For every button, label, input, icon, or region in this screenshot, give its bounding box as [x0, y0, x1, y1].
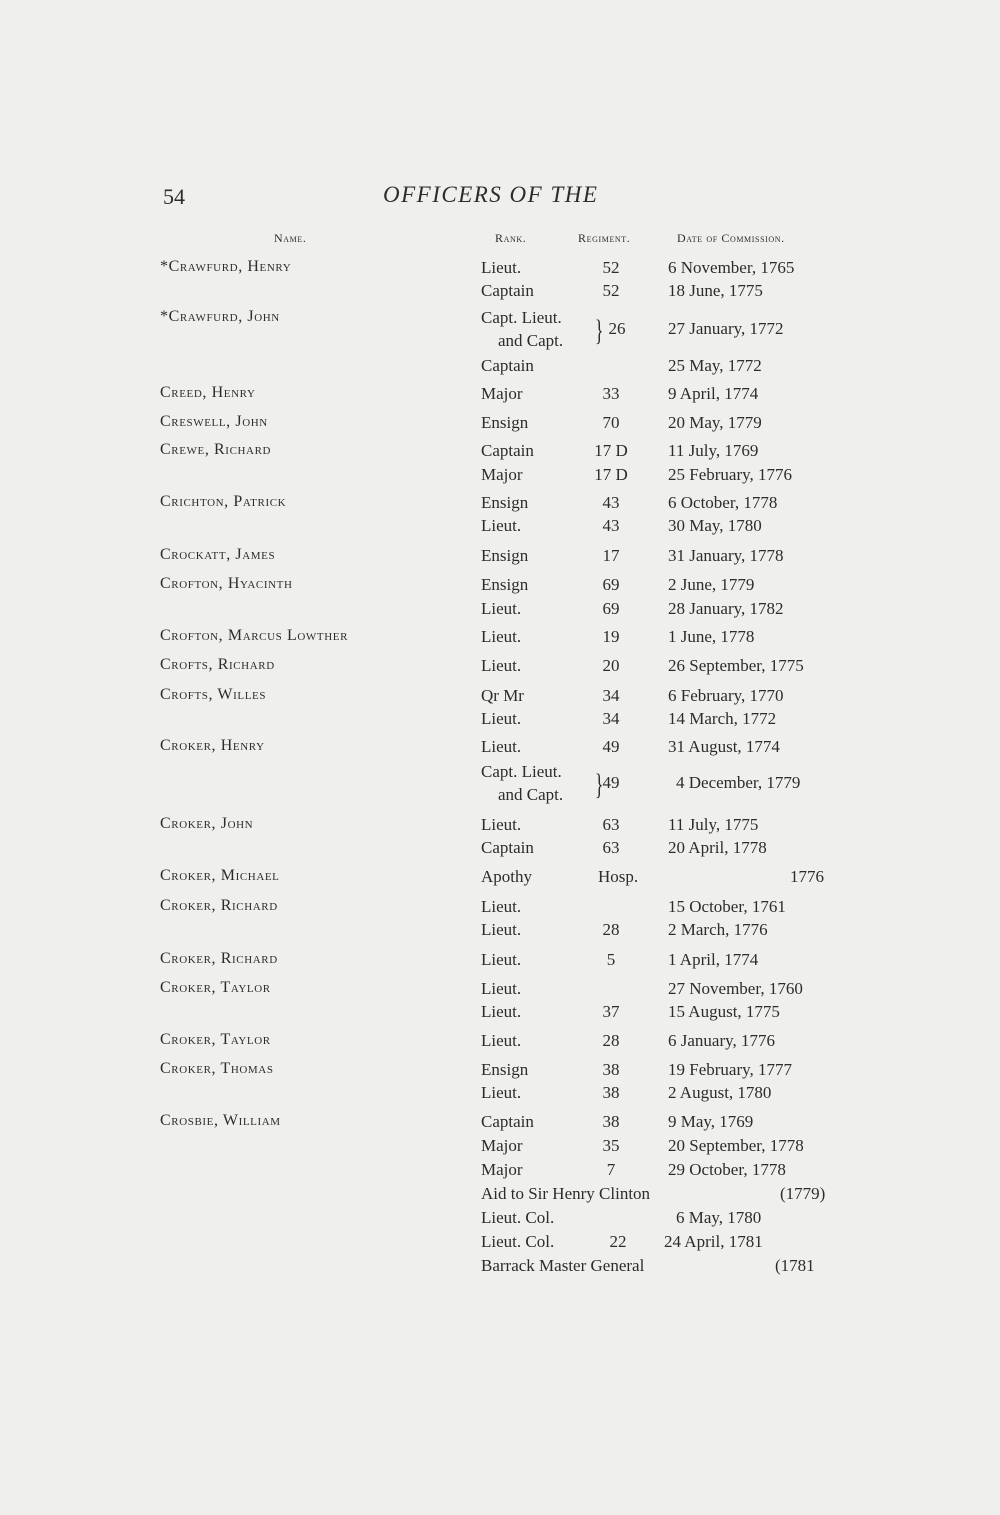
commission-row [0, 1031, 1000, 1055]
officer-name: Crofts, Richard [160, 656, 275, 673]
commission-date: 1 April, 1774 [668, 950, 759, 969]
rank: Lieut. [481, 737, 522, 756]
commission-date: 25 May, 1772 [668, 356, 762, 375]
regiment: 7 [606, 1160, 616, 1179]
rank: Lieut. [481, 258, 522, 277]
commission-date: 9 April, 1774 [668, 384, 759, 403]
commission-row [0, 979, 1000, 1003]
rank: Lieut. [481, 599, 522, 618]
regiment: 28 [602, 920, 620, 939]
rank: Lieut. [481, 979, 522, 998]
regiment: 63 [602, 838, 620, 857]
rank: Lieut. [481, 1083, 522, 1102]
running-head: OFFICERS OF THE [383, 182, 599, 207]
rank: Lieut. [481, 709, 522, 728]
rank: Lieut. Col. [481, 1232, 555, 1251]
rank: Lieut. [481, 920, 522, 939]
commission-row [0, 1256, 1000, 1280]
commission-row [0, 897, 1000, 921]
officer-name: Croker, Richard [160, 897, 278, 914]
rank: Ensign [481, 413, 529, 432]
regiment: 38 [602, 1083, 620, 1102]
regiment: 49 [602, 737, 620, 756]
commission-date: 27 November, 1760 [668, 979, 803, 998]
commission-date: 24 April, 1781 [664, 1232, 763, 1251]
officer-name: Creswell, John [160, 413, 268, 430]
column-header-rank: Rank. [495, 231, 527, 245]
rank-continued: and Capt. [498, 331, 564, 350]
commission-row [0, 1083, 1000, 1107]
commission-date: 4 December, 1779 [676, 773, 801, 792]
regiment: 52 [602, 258, 620, 277]
commission-row [0, 1112, 1000, 1136]
commission-row [0, 356, 1000, 380]
officer-name: Croker, Michael [160, 867, 280, 884]
officer-name: Crichton, Patrick [160, 493, 287, 510]
officer-name: Crewe, Richard [160, 441, 272, 458]
rank: Ensign [481, 575, 529, 594]
officer-name: Crofton, Hyacinth [160, 575, 293, 592]
rank: Lieut. [481, 627, 522, 646]
commission-date: 6 November, 1765 [668, 258, 795, 277]
regiment: 37 [602, 1002, 620, 1021]
rank: Major [481, 1160, 523, 1179]
officer-name: Creed, Henry [160, 384, 256, 401]
officer-name: Croker, Taylor [160, 1031, 271, 1048]
commission-date: 6 February, 1770 [668, 686, 784, 705]
rank: Apothy [481, 867, 532, 886]
commission-row [0, 920, 1000, 944]
commission-date: 6 October, 1778 [668, 493, 778, 512]
commission-date: 29 October, 1778 [668, 1160, 786, 1179]
rank: Aid to Sir Henry Clinton [481, 1184, 651, 1203]
rank: Barrack Master General [481, 1256, 645, 1275]
column-header-name: Name. [274, 231, 307, 245]
commission-date: 27 January, 1772 [668, 319, 784, 338]
regiment: 5 [606, 950, 616, 969]
rank: Lieut. [481, 950, 522, 969]
commission-row [0, 709, 1000, 733]
commission-row [0, 1002, 1000, 1026]
commission-date: 9 May, 1769 [668, 1112, 754, 1131]
officer-name: Croker, Richard [160, 950, 278, 967]
commission-row [0, 686, 1000, 710]
commission-row [0, 1060, 1000, 1084]
regiment: 38 [602, 1060, 620, 1079]
commission-date: 25 February, 1776 [668, 465, 793, 484]
rank: Qr Mr [481, 686, 524, 705]
officer-name: Croker, Henry [160, 737, 265, 754]
commission-date: 11 July, 1769 [668, 441, 759, 460]
regiment: 43 [602, 493, 620, 512]
regiment: 19 [602, 627, 620, 646]
commission-row [0, 465, 1000, 489]
regiment: 63 [602, 815, 620, 834]
rank: Lieut. [481, 516, 522, 535]
column-header-regiment: Regiment. [578, 231, 631, 245]
rank: Major [481, 1136, 523, 1155]
commission-date: 31 January, 1778 [668, 546, 784, 565]
rank: Ensign [481, 493, 529, 512]
rank: Captain [481, 838, 534, 857]
rank: Capt. Lieut. [481, 308, 562, 327]
regiment: 34 [602, 709, 620, 728]
commission-date: 26 September, 1775 [668, 656, 804, 675]
regiment: 35 [602, 1136, 620, 1155]
regiment: 17 [602, 546, 620, 565]
commission-row [0, 627, 1000, 651]
commission-date: 2 August, 1780 [668, 1083, 772, 1102]
commission-date: 14 March, 1772 [668, 709, 777, 728]
commission-date: 2 June, 1779 [668, 575, 755, 594]
commission-date: 2 March, 1776 [668, 920, 768, 939]
rank: Ensign [481, 546, 529, 565]
commission-row [0, 258, 1000, 282]
commission-row [0, 516, 1000, 540]
brace: } [594, 314, 604, 347]
commission-date: 30 May, 1780 [668, 516, 762, 535]
commission-row-values [0, 773, 1000, 797]
rank: Lieut. [481, 656, 522, 675]
commission-date: 20 September, 1778 [668, 1136, 804, 1155]
commission-date: 18 June, 1775 [668, 281, 763, 300]
officer-name: Crofton, Marcus Lowther [160, 627, 349, 644]
page-number: 54 [163, 184, 185, 209]
commission-row [0, 1184, 1000, 1208]
commission-date: 20 April, 1778 [668, 838, 767, 857]
regiment: 26 [608, 319, 626, 338]
officer-name: Croker, Taylor [160, 979, 271, 996]
commission-row [0, 1136, 1000, 1160]
commission-date: 6 January, 1776 [668, 1031, 776, 1050]
rank: Captain [481, 281, 534, 300]
rank-continued: and Capt. [498, 785, 564, 804]
commission-row [0, 838, 1000, 862]
commission-row [0, 950, 1000, 974]
rank: Lieut. [481, 1002, 522, 1021]
regiment: 69 [602, 599, 620, 618]
commission-row [0, 575, 1000, 599]
commission-date: 15 October, 1761 [668, 897, 786, 916]
commission-row [0, 493, 1000, 517]
officer-name: *Crawfurd, Henry [160, 258, 292, 275]
commission-row [0, 737, 1000, 761]
regiment: 43 [602, 516, 620, 535]
commission-date: 6 May, 1780 [676, 1208, 762, 1227]
regiment: 69 [602, 575, 620, 594]
commission-row [0, 1160, 1000, 1184]
officer-name: Crosbie, William [160, 1112, 281, 1129]
officer-name: *Crawfurd, John [160, 308, 280, 325]
officer-name: Croker, Thomas [160, 1060, 274, 1077]
rank: Lieut. [481, 1031, 522, 1050]
rank: Captain [481, 356, 534, 375]
rank: Lieut. [481, 897, 522, 916]
column-header-date: Date of Commission. [677, 231, 785, 245]
commission-row [0, 441, 1000, 465]
commission-date: (1781 [775, 1256, 815, 1275]
regiment: 17 D [594, 465, 628, 484]
regiment: 22 [609, 1232, 627, 1251]
commission-row [0, 546, 1000, 570]
commission-row [0, 599, 1000, 623]
commission-row [0, 815, 1000, 839]
regiment: 38 [602, 1112, 620, 1131]
rank: Major [481, 465, 523, 484]
rank: Major [481, 384, 523, 403]
regiment: 70 [602, 413, 620, 432]
commission-row-values [0, 319, 1000, 343]
regiment: 33 [602, 384, 620, 403]
regiment: 34 [602, 686, 620, 705]
rank: Captain [481, 1112, 534, 1131]
commission-date: 20 May, 1779 [668, 413, 762, 432]
rank: Ensign [481, 1060, 529, 1079]
commission-date: 28 January, 1782 [668, 599, 784, 618]
regiment: 28 [602, 1031, 620, 1050]
officer-name: Crockatt, James [160, 546, 276, 563]
commission-row [0, 1208, 1000, 1232]
rank: Capt. Lieut. [481, 762, 562, 781]
commission-date: (1779) [780, 1184, 826, 1203]
commission-date: 31 August, 1774 [668, 737, 780, 756]
commission-row [0, 656, 1000, 680]
regiment: 20 [602, 656, 620, 675]
commission-row [0, 1232, 1000, 1256]
officer-name: Crofts, Willes [160, 686, 267, 703]
regiment: 49 [602, 773, 620, 792]
commission-date: 19 February, 1777 [668, 1060, 793, 1079]
commission-row [0, 384, 1000, 408]
rank: Lieut. Col. [481, 1208, 555, 1227]
commission-row [0, 867, 1000, 891]
regiment: Hosp. [598, 867, 639, 886]
regiment: 17 D [594, 441, 628, 460]
commission-date: 1 June, 1778 [668, 627, 755, 646]
commission-date: 11 July, 1775 [668, 815, 759, 834]
rank: Captain [481, 441, 534, 460]
commission-row [0, 413, 1000, 437]
commission-row [0, 281, 1000, 305]
rank: Lieut. [481, 815, 522, 834]
regiment: 52 [602, 281, 620, 300]
commission-date: 1776 [790, 867, 824, 886]
officer-name: Croker, John [160, 815, 254, 832]
brace: } [594, 768, 604, 801]
commission-date: 15 August, 1775 [668, 1002, 780, 1021]
